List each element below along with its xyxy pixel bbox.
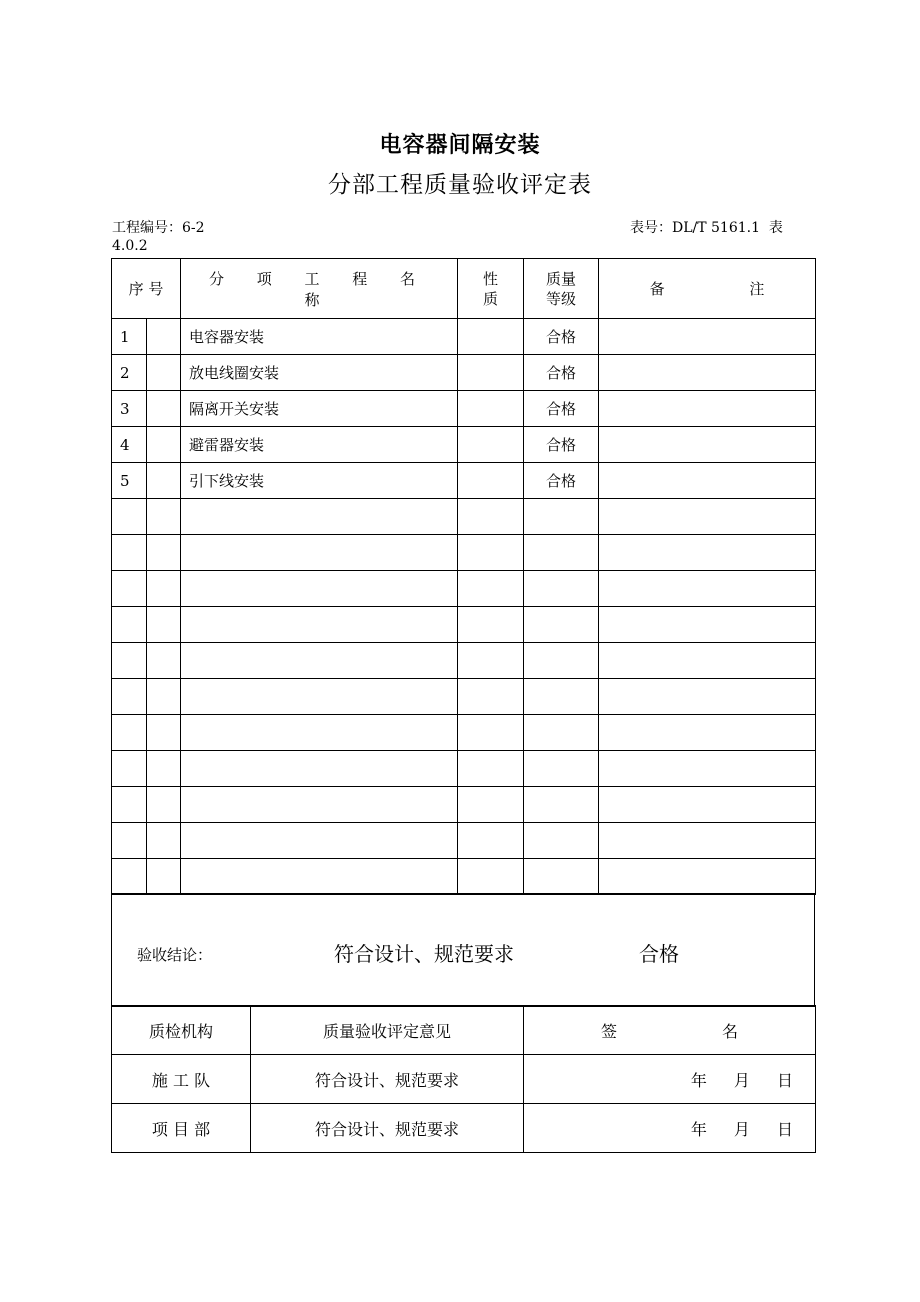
table-row [112,463,816,499]
document-subtitle: 分部工程质量验收评定表 [328,172,592,198]
empty-row [112,823,816,859]
row-item-name: 引下线安装 [181,463,458,499]
row-item-name: 电容器安装 [181,319,458,355]
row-grade: 合格 [524,355,599,391]
row-item-name: 放电线圈安装 [181,355,458,391]
table-row [112,427,816,463]
empty-row [112,643,816,679]
empty-row [112,535,816,571]
conclusion-text: 符合设计、规范要求 [334,942,514,966]
signoff-header-row [112,1006,816,1055]
empty-row [112,859,816,895]
row-grade: 合格 [524,391,599,427]
conclusion-box [111,893,815,1007]
empty-row [112,499,816,535]
row-item-name: 隔离开关安装 [181,391,458,427]
header-remark: 备 注 [599,259,816,319]
signoff-header-opinion: 质量验收评定意见 [251,1006,524,1055]
signoff-date: 年 月 日 [524,1104,816,1153]
row-grade: 合格 [524,427,599,463]
row-seq: 2 [112,355,147,391]
row-grade: 合格 [524,319,599,355]
empty-row [112,787,816,823]
signoff-opinion: 符合设计、规范要求 [251,1055,524,1104]
table-header-row [112,259,816,319]
row-seq: 5 [112,463,147,499]
signoff-table [111,1005,816,1153]
conclusion-label: 验收结论： [137,946,213,964]
signoff-org: 施 工 队 [112,1055,251,1104]
header-nature: 性 质 [458,259,524,319]
form-number: 表号：DL/T 5161.1 表 [630,220,783,236]
row-seq: 4 [112,427,147,463]
signoff-header-org: 质检机构 [112,1006,251,1055]
signoff-date: 年 月 日 [524,1055,816,1104]
signoff-row [112,1055,816,1104]
row-seq: 1 [112,319,147,355]
conclusion-grade: 合格 [639,942,679,966]
header-quality-grade: 质量 等级 [524,259,599,319]
row-item-name: 避雷器安装 [181,427,458,463]
empty-row [112,571,816,607]
document-title: 电容器间隔安装 [379,133,541,158]
form-number-continued: 4.0.2 [112,238,148,254]
project-number: 工程编号：6-2 [112,220,205,236]
header-item-name: 分 项 工 程 名 称 [181,259,458,319]
row-seq: 3 [112,391,147,427]
signoff-opinion: 符合设计、规范要求 [251,1104,524,1153]
table-row [112,319,816,355]
signoff-row [112,1104,816,1153]
table-row [112,391,816,427]
empty-row [112,715,816,751]
header-seq: 序 号 [112,259,181,319]
signoff-org: 项 目 部 [112,1104,251,1153]
empty-row [112,751,816,787]
empty-row [112,607,816,643]
empty-row [112,679,816,715]
row-grade: 合格 [524,463,599,499]
sub-item-table [111,258,816,895]
table-row [112,355,816,391]
signoff-header-signature: 签 名 [524,1006,816,1055]
